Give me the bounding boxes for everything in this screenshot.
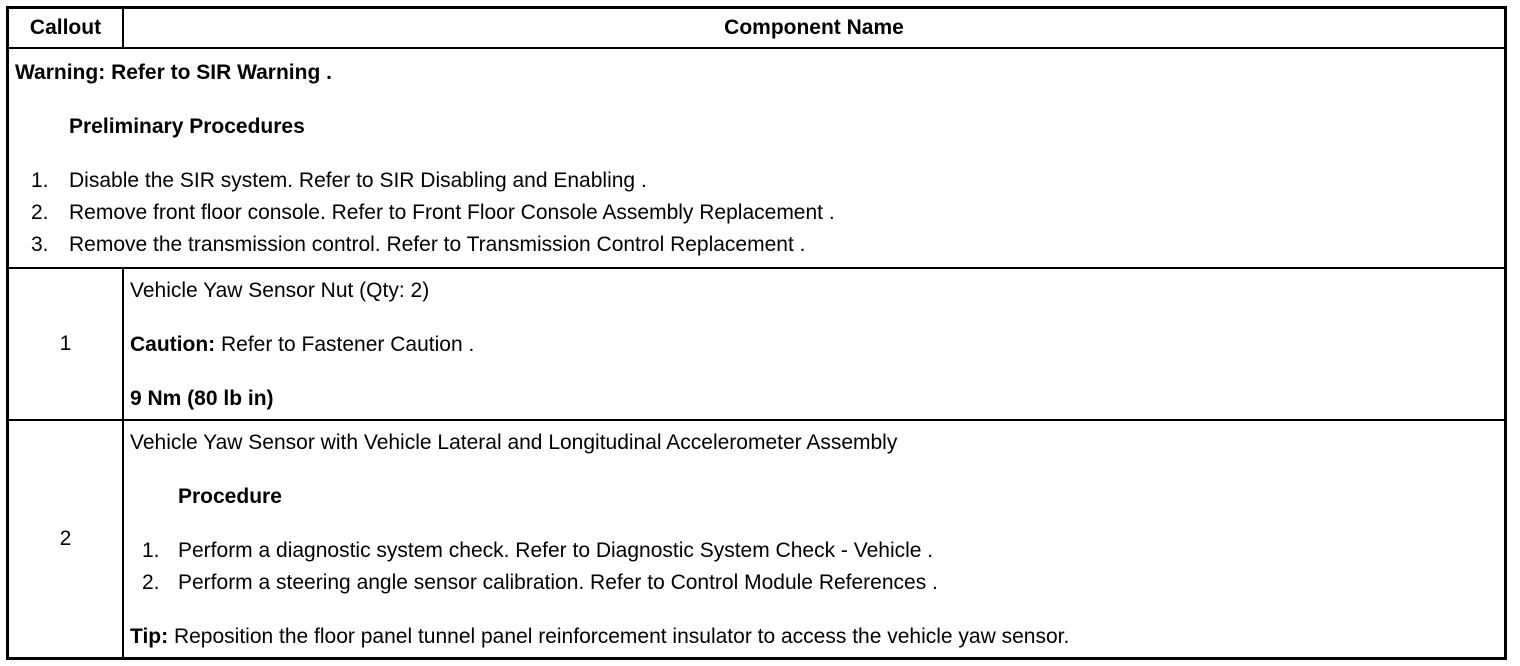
step-text: Remove front floor console. Refer to Front Floor Console Assembly Replacement .: [69, 201, 835, 224]
component-name: Vehicle Yaw Sensor with Vehicle Lateral and Longitudinal Accelerometer Assembly: [130, 431, 898, 454]
procedure-step: [130, 535, 1498, 567]
caution-line: [130, 329, 1498, 361]
tip-line: [130, 621, 1498, 653]
step-text: Perform a diagnostic system check. Refer to Diagnostic System Check - Vehicle .: [178, 539, 934, 562]
preliminary-step: [15, 165, 1498, 197]
component-name: Vehicle Yaw Sensor Nut (Qty: 2): [130, 279, 430, 302]
tip-label: Tip:: [130, 625, 169, 648]
component-name-header: Component Name: [123, 8, 1506, 49]
preliminary-step: [15, 197, 1498, 229]
warning-label: Warning:: [15, 61, 106, 84]
preliminary-title: Preliminary Procedures: [69, 115, 305, 138]
preliminary-row: [8, 48, 1506, 268]
component-cell: [123, 420, 1506, 659]
caution-text: Refer to Fastener Caution .: [221, 333, 475, 356]
step-text: Disable the SIR system. Refer to SIR Disabling and Enabling .: [69, 169, 647, 192]
step-number: 1.: [31, 169, 49, 192]
component-cell: [123, 268, 1506, 420]
caution-label: Caution:: [130, 333, 216, 356]
table-row: [8, 268, 1506, 420]
tip-text: Reposition the floor panel tunnel panel reinforcement insulator to access the vehicle yaw sensor.: [173, 625, 1070, 648]
procedure-step: [130, 567, 1498, 599]
step-number: 2.: [142, 571, 160, 594]
step-number: 2.: [31, 201, 49, 224]
warning-text: Refer to SIR Warning .: [111, 61, 332, 84]
callout-header: Callout: [8, 8, 124, 49]
step-number: 1.: [142, 539, 160, 562]
step-number: 3.: [31, 233, 49, 256]
preliminary-step: [15, 229, 1498, 261]
callout-cell: 1: [8, 268, 124, 420]
step-text: Remove the transmission control. Refer to Transmission Control Replacement .: [69, 233, 806, 256]
preliminary-cell: [8, 48, 1506, 268]
callout-cell: 2: [8, 420, 124, 659]
warning-line: [15, 57, 1498, 89]
procedure-title: Procedure: [178, 485, 282, 508]
header-row: [8, 8, 1506, 49]
step-text: Perform a steering angle sensor calibration. Refer to Control Module References .: [178, 571, 938, 594]
torque-spec: 9 Nm (80 lb in): [130, 387, 274, 410]
table-row: [8, 420, 1506, 659]
component-table: [6, 6, 1507, 660]
